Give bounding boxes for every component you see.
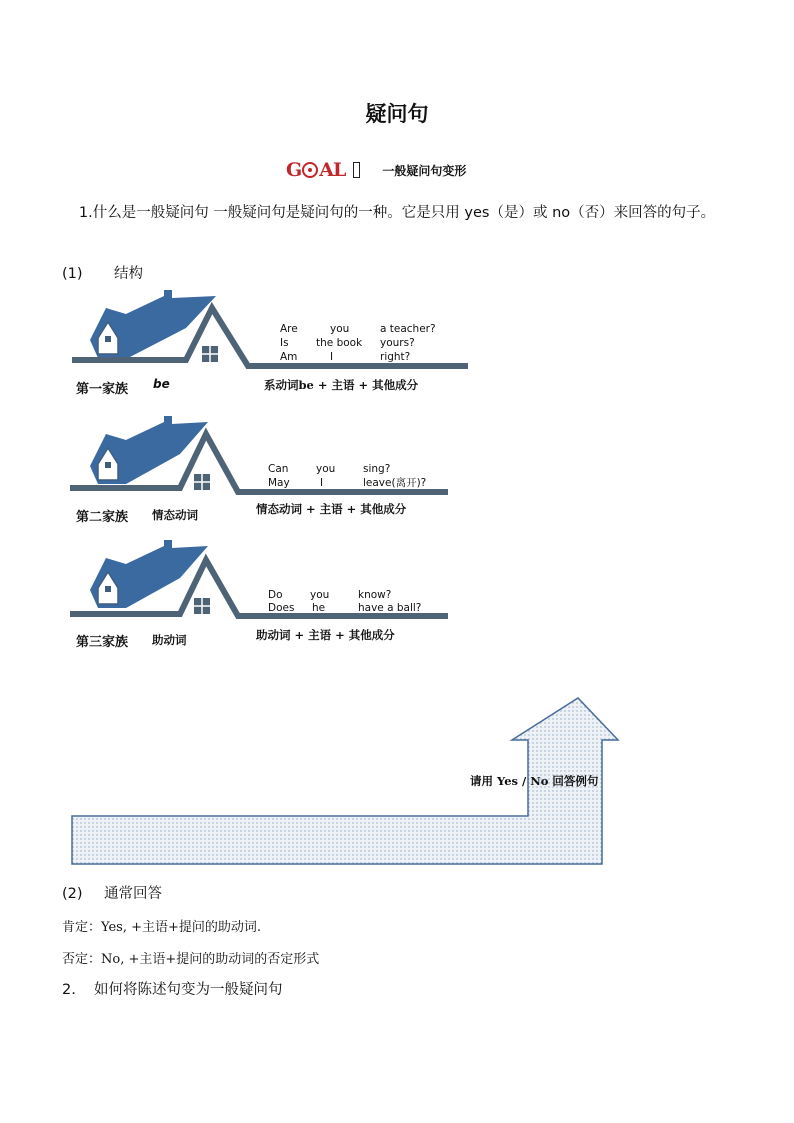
example-word: Do — [268, 589, 283, 601]
family-name: 第二家族 — [76, 510, 129, 525]
page-title: 疑问句 — [365, 102, 429, 126]
goal-logo: G AL — [286, 159, 346, 181]
example-word: he — [312, 602, 326, 614]
example-word: you — [330, 323, 350, 335]
example-word: have a ball? — [358, 602, 422, 614]
question-2-heading — [62, 978, 283, 999]
family-sub: be — [153, 377, 170, 391]
example-word: the book — [316, 337, 363, 349]
intro-paragraph: 1.什么是一般疑问句 一般疑问句是疑问句的一种。它是只用 yes（是）或 no（否）来回答的句子。 — [78, 205, 716, 221]
example-word: yours? — [380, 337, 415, 349]
house-icon — [68, 414, 468, 504]
section-number: (2) — [62, 886, 83, 902]
example-word: right? — [380, 351, 411, 363]
example-word: know? — [358, 589, 392, 601]
example-word: Are — [280, 323, 298, 335]
family-sub: 情态动词 — [152, 508, 198, 522]
target-icon — [302, 162, 318, 178]
arrow-label: 请用 Yes / No 回答例句 — [470, 774, 599, 788]
section-label: 结构 — [114, 266, 143, 282]
example-word: May — [268, 477, 290, 489]
example-word: Can — [268, 463, 289, 475]
checkbox-icon — [353, 162, 360, 178]
negative-answer: 否定：No, +主语+提问的助动词的否定形式 — [62, 952, 320, 967]
goal-heading-row — [286, 156, 466, 184]
goal-heading: 一般疑问句变形 — [382, 163, 467, 178]
example-word: Is — [280, 337, 289, 349]
formula: 助动词 + 主语 + 其他成分 — [256, 628, 395, 642]
example-word: you — [316, 463, 336, 475]
section-2-heading — [62, 882, 162, 903]
example-word: a teacher? — [380, 323, 436, 335]
family-name: 第三家族 — [76, 635, 129, 650]
question-label: 如何将陈述句变为一般疑问句 — [94, 982, 283, 998]
formula: 情态动词 + 主语 + 其他成分 — [256, 502, 407, 516]
family-sub: 助动词 — [152, 633, 187, 647]
example-word: I — [320, 477, 324, 489]
example-word: sing? — [363, 463, 391, 475]
section-label: 通常回答 — [104, 886, 162, 902]
example-word: Am — [280, 351, 298, 363]
formula: 系动词be + 主语 + 其他成分 — [264, 378, 419, 392]
section-number: (1) — [62, 266, 83, 282]
section-1-heading — [62, 262, 143, 283]
example-word: you — [310, 589, 330, 601]
example-word: leave(离开)? — [363, 477, 427, 489]
positive-answer: 肯定：Yes, +主语+提问的助动词. — [62, 920, 261, 935]
family-name: 第一家族 — [76, 382, 129, 397]
question-number: 2. — [62, 982, 76, 998]
example-word: Does — [268, 602, 295, 614]
example-word: I — [330, 351, 334, 363]
